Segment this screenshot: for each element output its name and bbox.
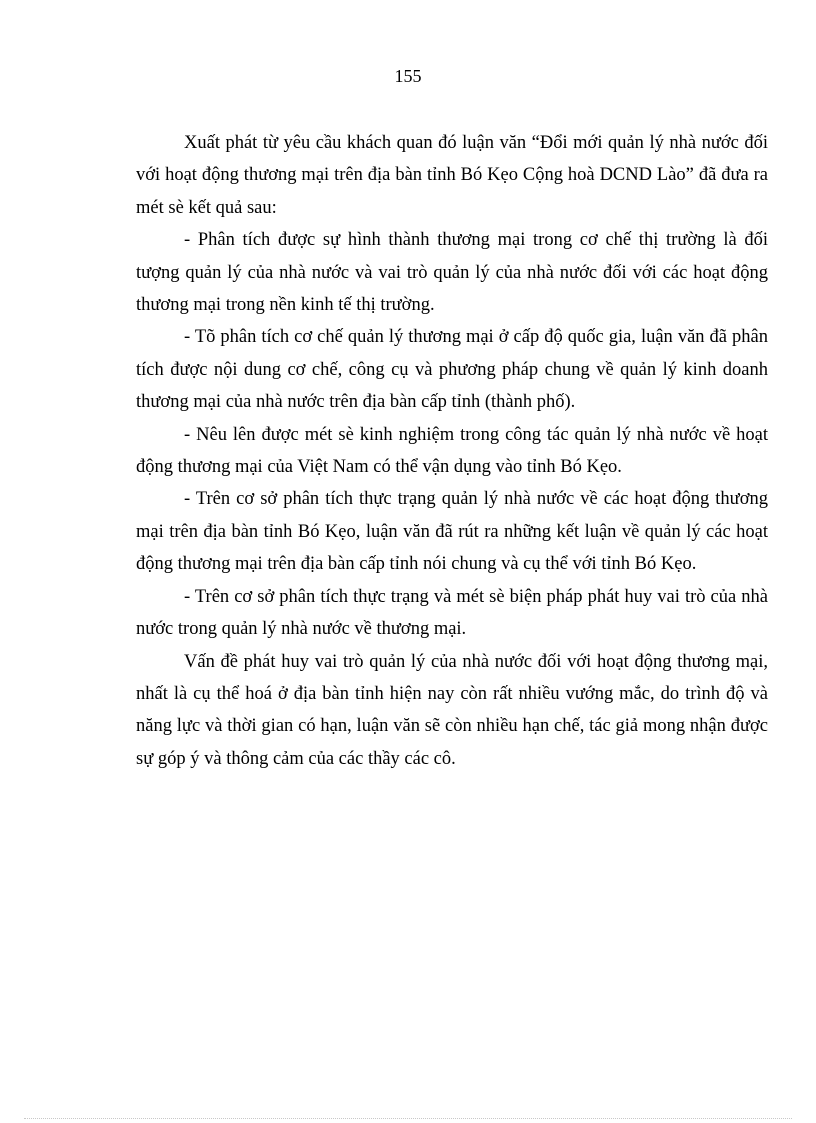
- page-bottom-divider: [24, 1118, 792, 1119]
- paragraph-intro: Xuất phát từ yêu cầu khách quan đó luận văn “Đổi mới quản lý nhà nước đối với hoạt động thương mại trên địa bàn tỉnh Bó Kẹo Cộng hoà DCND Lào” đã đưa ra mét sè kết quả sau:: [136, 133, 768, 218]
- body-text: [136, 127, 768, 775]
- page-number: 155: [394, 66, 422, 86]
- paragraph-result-1: - Phân tích được sự hình thành thương mại trong cơ chế thị trường là đối tượng quản lý của nhà nước và vai trò quản lý của nhà nước đối với các hoạt động thương mại trong nền kinh tế thị trường.: [136, 230, 768, 316]
- paragraph-result-4: - Trên cơ sở phân tích thực trạng quản lý nhà nước về các hoạt động thương mại trên địa bàn tỉnh Bó Kẹo, luận văn đã rút ra những kết luận về quản lý các hoạt động thương mại trên địa bàn cấp tỉnh nói chung và cụ thể với tỉnh Bó Kẹo.: [136, 489, 768, 575]
- paragraph-result-2: - Tõ phân tích cơ chế quản lý thương mại ở cấp độ quốc gia, luận văn đã phân tích được nội dung cơ chế, công cụ và phương pháp chung về quản lý kinh doanh thương mại của nhà nước trên địa bàn cấp tỉnh (thành phố).: [136, 327, 768, 413]
- paragraph-result-3: - Nêu lên được mét sè kinh nghiệm trong công tác quản lý nhà nước về hoạt động thương mại của Việt Nam có thể vận dụng vào tỉnh Bó Kẹo.: [136, 424, 768, 478]
- paragraph-result-5: - Trên cơ sở phân tích thực trạng và mét sè biện pháp phát huy vai trò của nhà nước trong quản lý nhà nước về thương mại.: [136, 586, 768, 640]
- paragraph-conclusion: Vấn đề phát huy vai trò quản lý của nhà nước đối với hoạt động thương mại, nhất là cụ thể hoá ở địa bàn tỉnh hiện nay còn rất nhiều vướng mắc, do trình độ và năng lực và thời gian có hạn, luận văn sẽ còn nhiều hạn chế, tác giả mong nhận được sự góp ý và thông cảm của các thầy các cô.: [136, 651, 768, 769]
